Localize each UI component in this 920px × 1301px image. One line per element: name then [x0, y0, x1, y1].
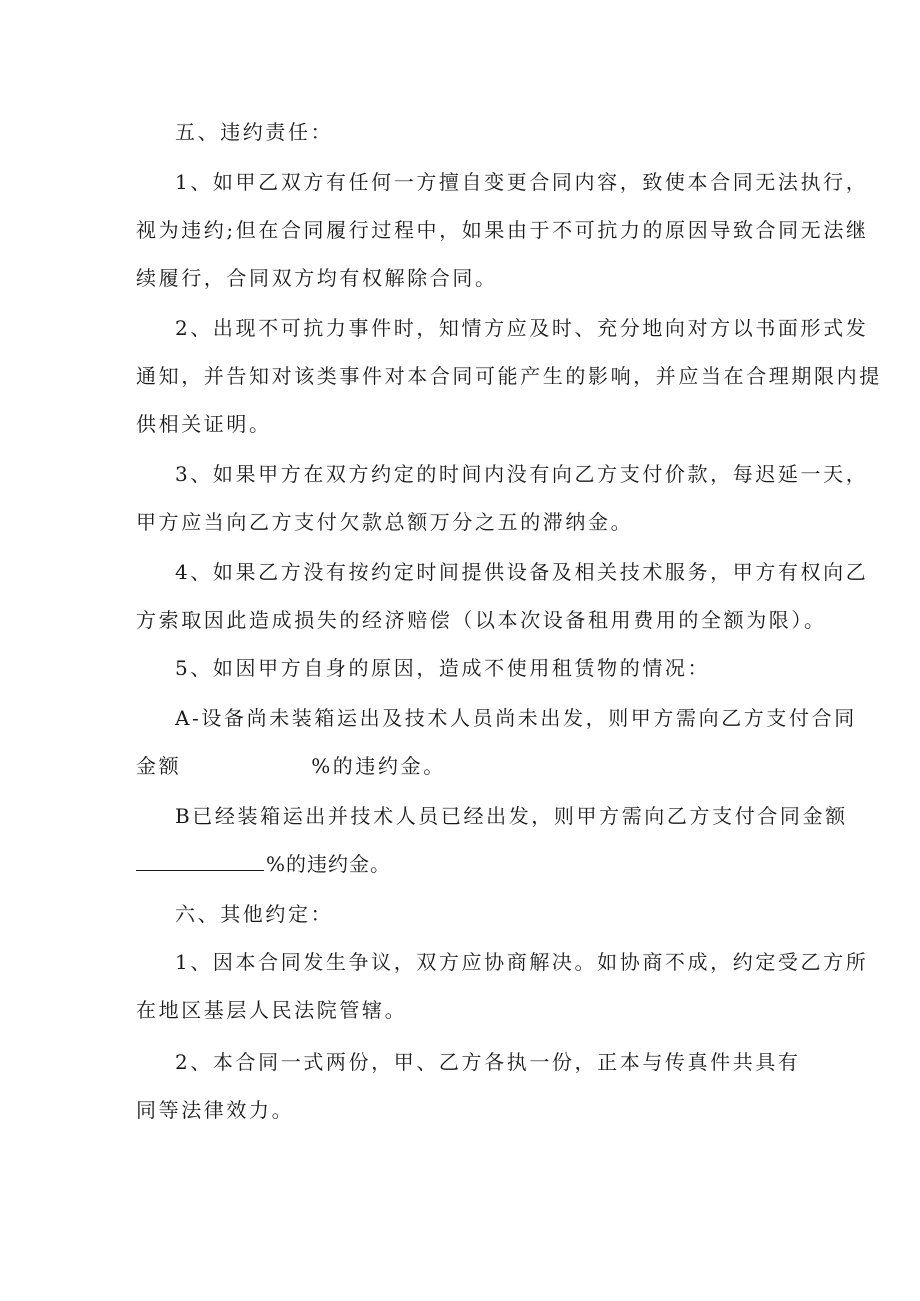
section-heading-other: 六、其他约定：: [175, 902, 334, 926]
breach-clause-2-line-2: 通知，并告知对该类事件对本合同可能产生的影响，并应当在合理期限内提: [136, 364, 882, 388]
other-clause-1-line-1: 1、因本合同发生争议，双方应协商解决。如协商不成，约定受乙方所: [175, 950, 869, 974]
item-a-penalty-text: %的违约金。: [311, 754, 446, 778]
item-b-percent-blank: [136, 852, 264, 871]
breach-clause-1-line-2: 视为违约;但在合同履行过程中，如果由于不可抗力的原因导致合同无法继: [136, 218, 869, 242]
breach-clause-4-line-1: 4、如果乙方没有按约定时间提供设备及相关技术服务，甲方有权向乙: [175, 560, 869, 584]
breach-clause-2-line-1: 2、出现不可抗力事件时，知情方应及时、充分地向对方以书面形式发: [175, 316, 869, 340]
breach-clause-3-line-2: 甲方应当向乙方支付欠款总额万分之五的滞纳金。: [136, 510, 634, 534]
breach-clause-1-line-3: 续履行，合同双方均有权解除合同。: [136, 266, 498, 290]
section-heading-breach: 五、违约责任：: [175, 120, 334, 144]
breach-clause-4-line-2: 方索取因此造成损失的经济赔偿（以本次设备租用费用的全额为限）。: [136, 608, 827, 632]
other-clause-2-line-1: 2、本合同一式两份，甲、乙方各执一份，正本与传真件共具有: [175, 1050, 801, 1074]
item-b-penalty-text: %的违约金。: [266, 852, 392, 876]
item-a-amount-label: 金额: [136, 754, 182, 778]
other-clause-1-line-2: 在地区基层人民法院管辖。: [136, 998, 408, 1022]
breach-clause-1-line-1: 1、如甲乙双方有任何一方擅自变更合同内容，致使本合同无法执行，: [175, 170, 869, 194]
breach-clause-3-line-1: 3、如果甲方在双方约定的时间内没有向乙方支付价款，每迟延一天，: [175, 462, 869, 486]
breach-clause-5-item-b-line-2: [136, 852, 391, 876]
other-clause-2-line-2: 同等法律效力。: [136, 1098, 295, 1122]
breach-clause-5-line-1: 5、如因甲方自身的原因，造成不使用租赁物的情况：: [175, 656, 711, 680]
breach-clause-5-item-a-line-2: [136, 754, 446, 778]
breach-clause-5-item-b-line-1: B已经装箱运出并技术人员已经出发，则甲方需向乙方支付合同金额: [175, 804, 848, 828]
breach-clause-2-line-3: 供相关证明。: [136, 412, 272, 436]
breach-clause-5-item-a-line-1: A-设备尚未装箱运出及技术人员尚未出发，则甲方需向乙方支付合同: [175, 706, 857, 730]
